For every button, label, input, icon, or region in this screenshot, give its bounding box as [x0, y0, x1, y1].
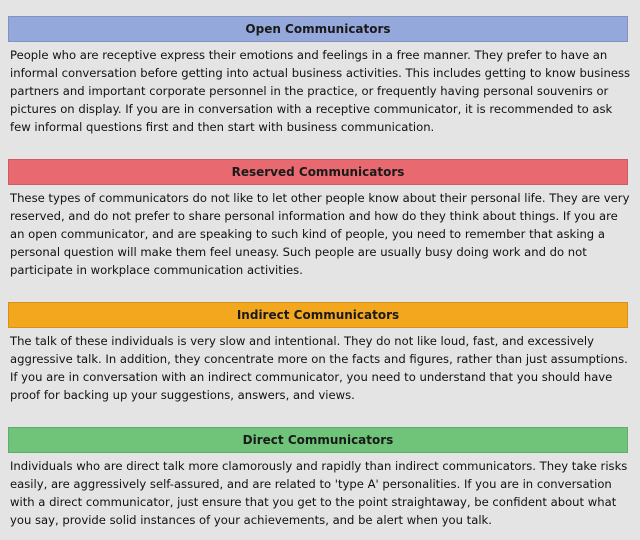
- section-header-indirect: [8, 302, 628, 328]
- section-header-reserved: [8, 159, 628, 185]
- section-title-open: Open Communicators: [245, 22, 391, 36]
- section-text-open: People who are receptive express their emotions and feelings in a free manner. They prefer to have an informal conversation before getting into actual business activities. This includes getting to know business partners and important corporate personnel in the practice, or frequently having personal souvenirs or pictures on display. If you are in conversation with a receptive communicator, it is recommended to ask few informal questions first and then start with business communication.: [10, 48, 631, 134]
- section-text-indirect: The talk of these individuals is very slow and intentional. They do not like loud, fast, and excessively aggressive talk. In addition, they concentrate more on the facts and figures, rather than just assumptions. If you are in conversation with an indirect communicator, you need to understand that you should have proof for backing up your suggestions, answers, and views.: [10, 334, 628, 402]
- section-title-direct: Direct Communicators: [242, 433, 394, 447]
- section-header-direct: [8, 427, 628, 453]
- section-text-direct: Individuals who are direct talk more clamorously and rapidly than indirect communicators. They take risks easily, are aggressively self-assured, and are related to 'type A' personalities. If you are in conversation with a direct communicator, just ensure that you get to the point straightaway, be confident about what you say, provide solid instances of your achievements, and be alert when you talk.: [10, 459, 628, 527]
- section-indirect-communicators: [0, 302, 640, 404]
- section-direct-communicators: [0, 427, 640, 529]
- section-title-reserved: Reserved Communicators: [231, 165, 405, 179]
- section-reserved-communicators: [0, 159, 640, 279]
- section-text-reserved: These types of communicators do not like to let other people know about their personal life. They are very reserved, and do not prefer to share personal information and how do they think about things. If you are an open communicator, and are speaking to such kind of people, you need to remember that asking a personal question will make them feel uneasy. Such people are usually busy doing work and do not participate in workplace communication activities.: [10, 191, 630, 277]
- section-header-open: [8, 16, 628, 42]
- section-open-communicators: [0, 16, 640, 136]
- section-title-indirect: Indirect Communicators: [236, 308, 400, 322]
